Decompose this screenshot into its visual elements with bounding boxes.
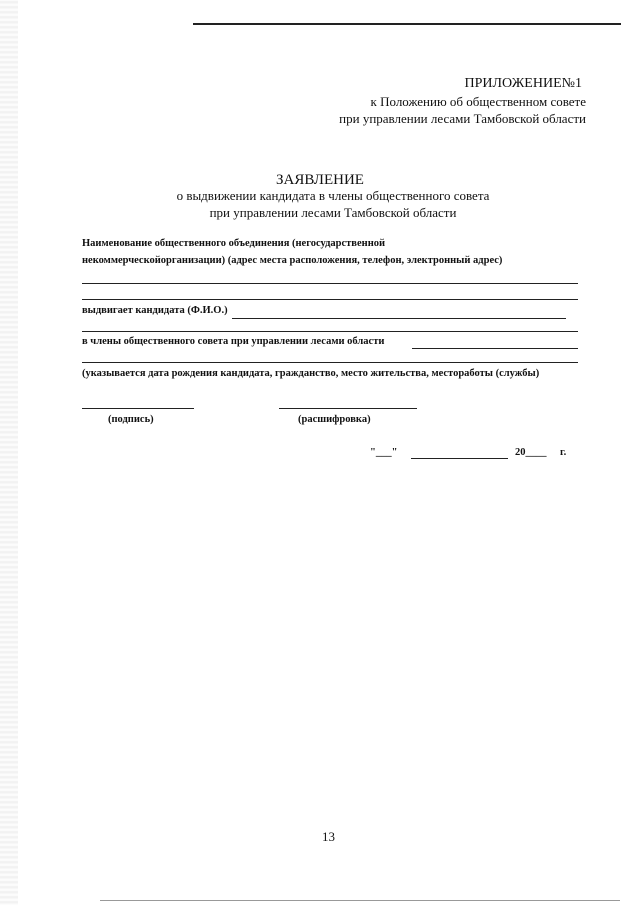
date-quote-open: " xyxy=(370,447,376,458)
document-title: ЗАЯВЛЕНИЕ xyxy=(276,172,364,188)
council-label: в члены общественного совета при управлении лесами области xyxy=(82,336,385,347)
candidate-fill-line-2[interactable] xyxy=(82,331,578,332)
signature-label: (подпись) xyxy=(108,414,154,425)
candidate-label: выдвигает кандидата (Ф.И.О.) xyxy=(82,305,228,316)
scan-edge-artifact xyxy=(0,0,18,905)
council-fill-line-2[interactable] xyxy=(82,362,578,363)
decode-line[interactable] xyxy=(279,408,417,409)
candidate-fill-line[interactable] xyxy=(232,318,566,319)
org-fill-line-2[interactable] xyxy=(82,299,578,300)
decode-label: (расшифровка) xyxy=(298,414,371,425)
bottom-rule xyxy=(100,900,620,901)
page-number: 13 xyxy=(322,829,335,844)
appendix-title: ПРИЛОЖЕНИЕ№1 xyxy=(464,76,582,91)
date-year xyxy=(515,447,547,458)
document-subtitle-2: при управлении лесами Тамбовской области xyxy=(209,205,457,220)
appendix-line-1: к Положению об общественном совете xyxy=(370,94,586,109)
date-quote-close: " xyxy=(391,447,398,458)
document-subtitle-1: о выдвижении кандидата в члены общественного совета xyxy=(176,188,490,203)
org-fill-line-1[interactable] xyxy=(82,283,578,284)
org-label-line-2: некоммерческойорганизации) (адрес места расположения, телефон, электронный адрес) xyxy=(82,255,503,266)
date-day-blank[interactable]: ___ xyxy=(375,447,392,458)
org-label-line-1: Наименование общественного объединения (негосударственной xyxy=(82,238,386,249)
date-month-line[interactable] xyxy=(411,458,508,459)
signature-line[interactable] xyxy=(82,408,194,409)
council-fill-line[interactable] xyxy=(412,348,578,349)
top-rule xyxy=(193,23,621,25)
date-year-suffix: г. xyxy=(560,447,567,458)
date-year-blank[interactable]: ____ xyxy=(525,447,547,458)
date-year-prefix: 20 xyxy=(515,447,526,458)
appendix-line-2: при управлении лесами Тамбовской области xyxy=(339,111,586,126)
candidate-info-note: (указывается дата рождения кандидата, гражданство, место жительства, местоработы (службы) xyxy=(82,368,540,379)
date-row xyxy=(370,447,397,458)
